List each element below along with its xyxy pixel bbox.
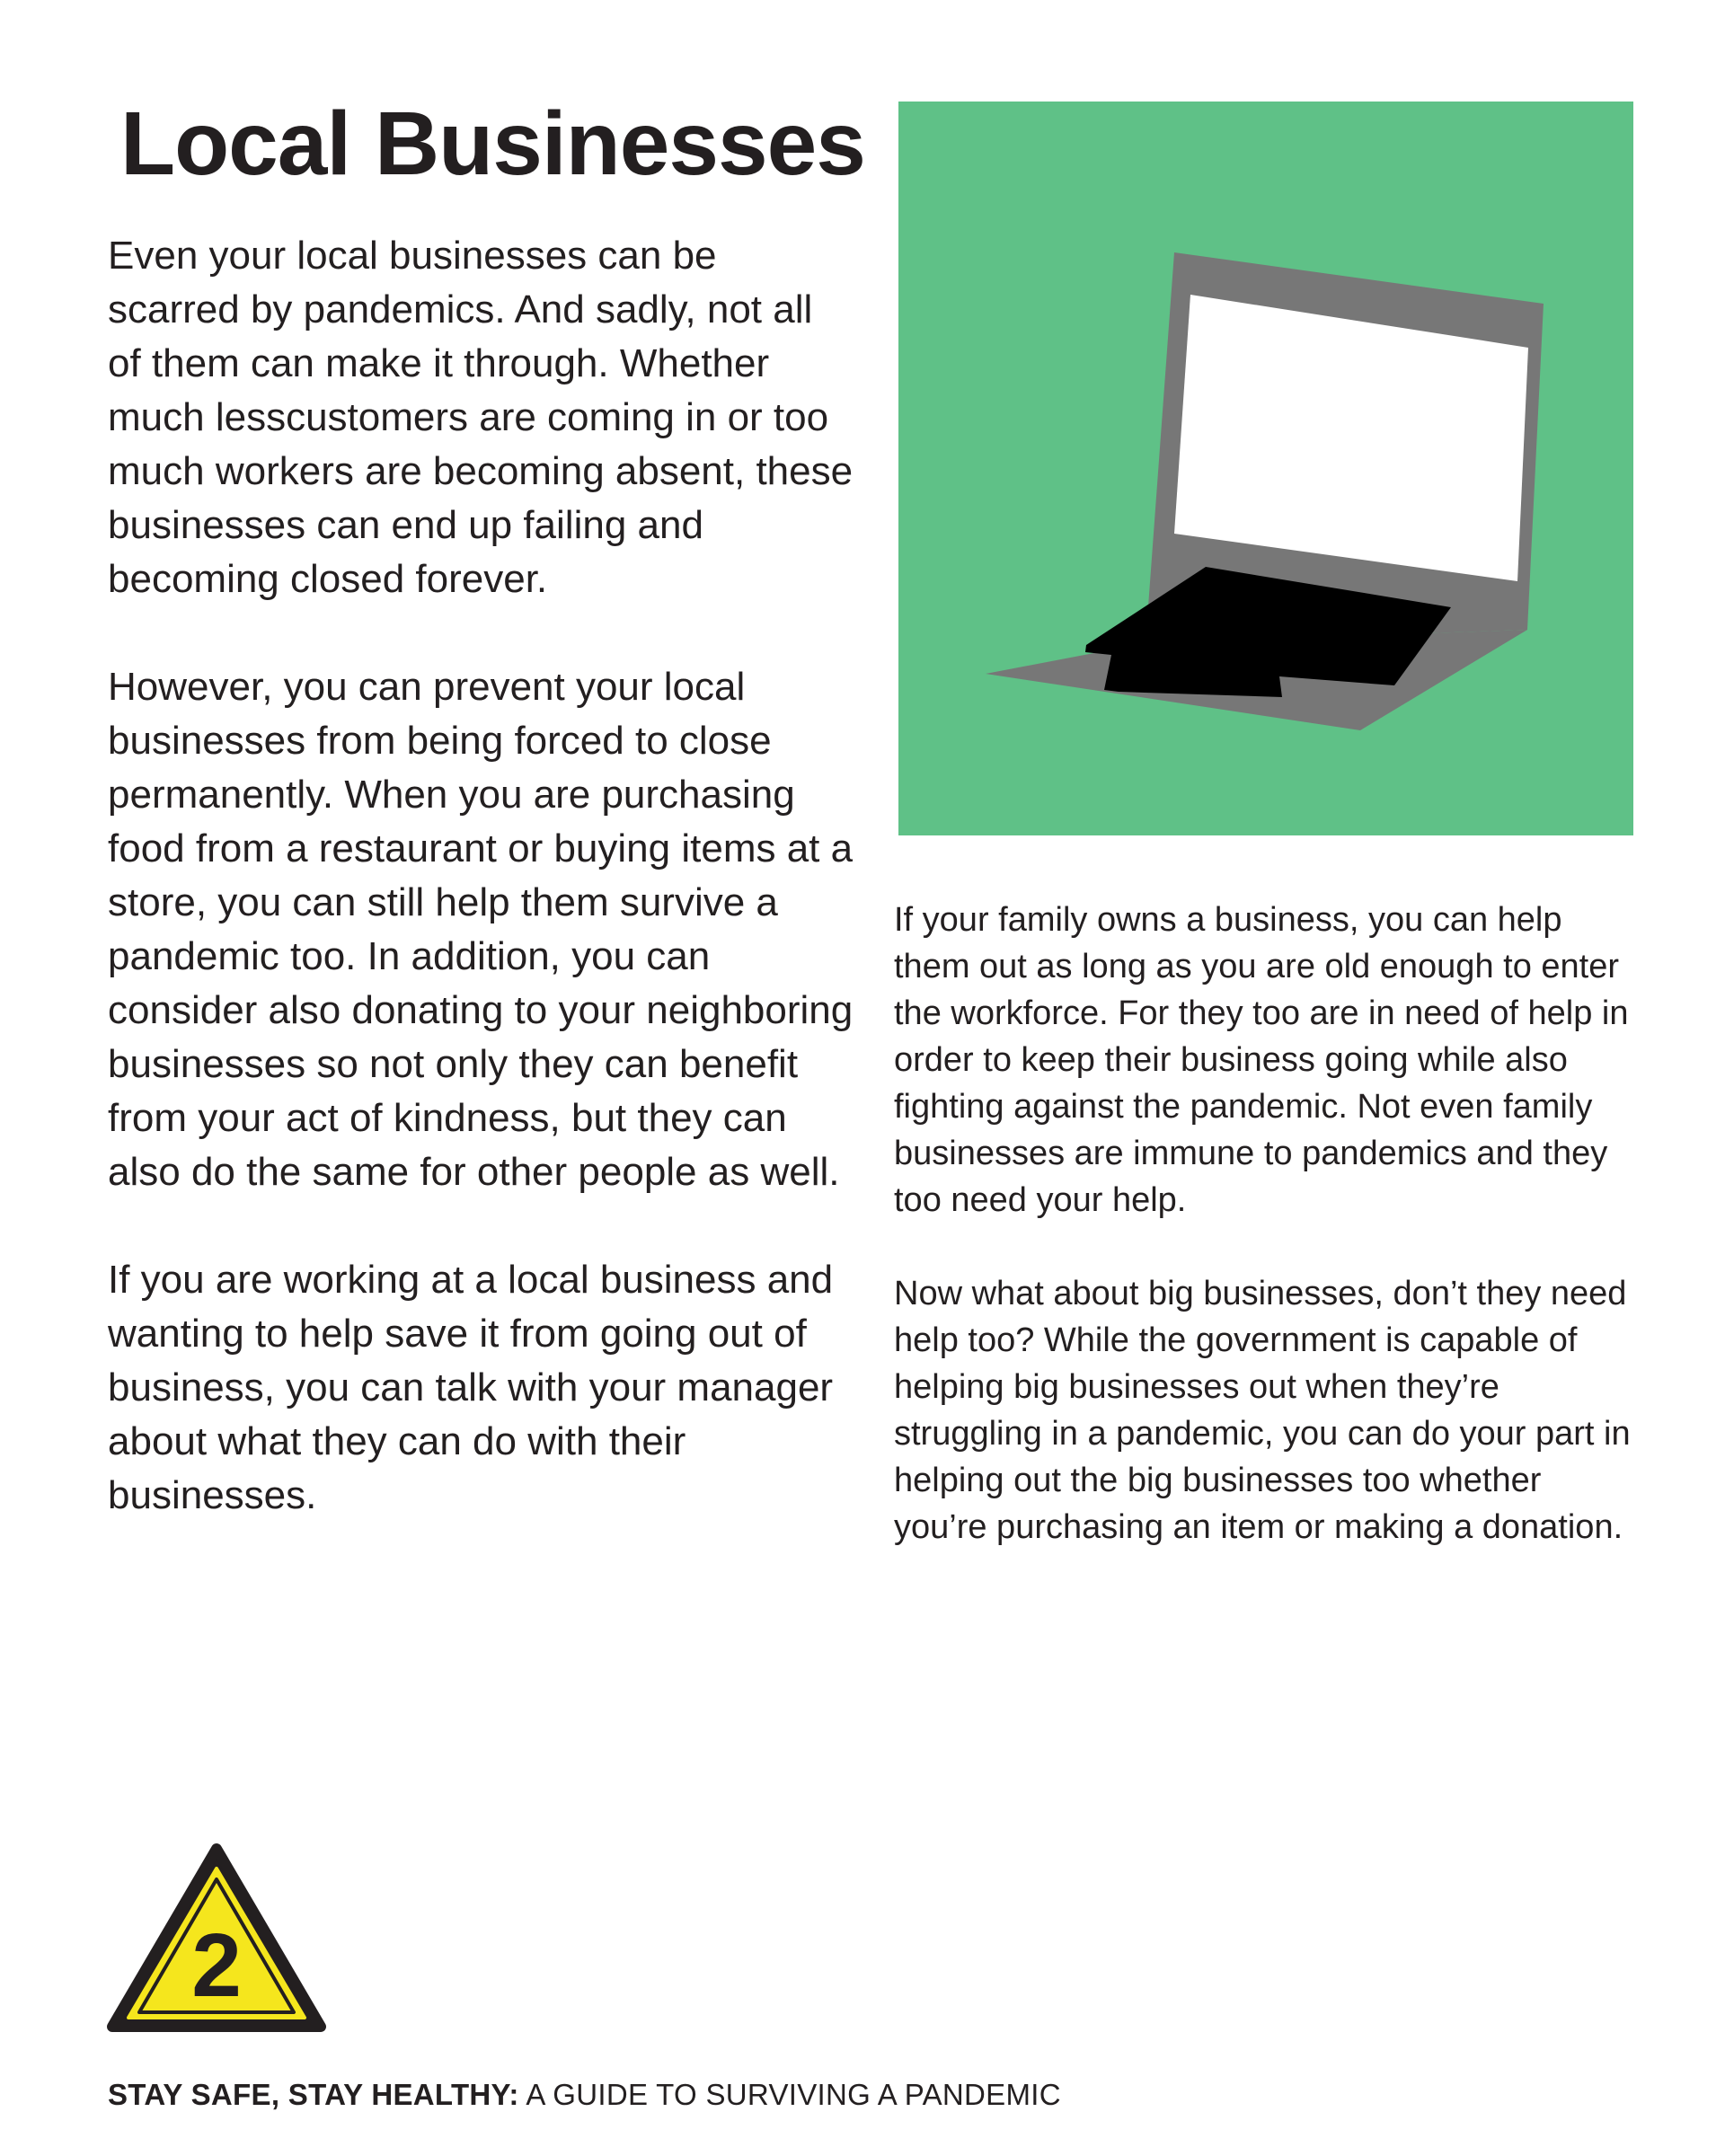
paragraph: However, you can prevent your local businesses from being forced to close permanently. When you are purchasing food from a restaurant or buying items at a store, you can still help them survive a pandemic too. In addition, you can consider also donating to your neighboring businesses so not only they can benefit from your act of kindness, but they can also do the same for other people as well.	[108, 665, 854, 1194]
paragraph: If your family owns a business, you can help them out as long as you are old enough to enter the workforce. For they too are in need of help in order to keep their business going while also fighting against the pandemic. Not even family businesses are immune to pandemics and they too need your help.	[894, 901, 1629, 1219]
laptop-illustration	[898, 102, 1633, 835]
page-title: Local Businesses	[120, 93, 865, 194]
right-column	[894, 897, 1640, 1597]
paragraph: If you are working at a local business and wanting to help save it from going out of business, you can talk with your manager about what they can do with their businesses.	[108, 1258, 834, 1517]
footer	[108, 2075, 1061, 2115]
paragraph: Now what about big businesses, don’t they need help too? While the government is capable of helping big businesses out when they’re struggling in a pandemic, you can do your part in helping out the big businesses too whether you’re purchasing an item or making a donation.	[894, 1275, 1631, 1546]
laptop-icon	[898, 102, 1633, 835]
paragraph: Even your local businesses can be scarred by pandemics. And sadly, not all of them can make it through. Whether much lesscustomers are coming in or too much workers are becoming absent, these businesses can end up failing and becoming closed forever.	[108, 234, 854, 601]
footer-subtitle: A GUIDE TO SURVIVING A PANDEMIC	[518, 2078, 1061, 2111]
left-column	[108, 229, 854, 1577]
page-number: 2	[191, 1915, 242, 2016]
page-number-badge	[105, 1842, 328, 2035]
footer-bold-text: STAY SAFE, STAY HEALTHY:	[108, 2078, 519, 2111]
